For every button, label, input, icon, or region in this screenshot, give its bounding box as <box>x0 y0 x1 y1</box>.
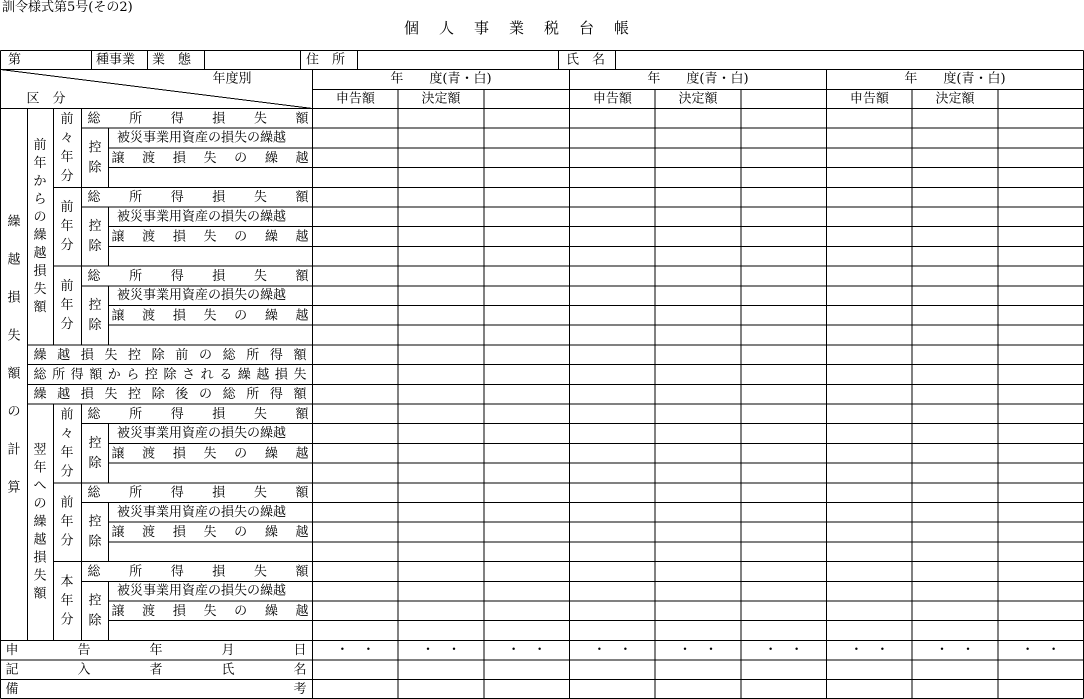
label-sou-shotoku-sonshitsu: 総 所 得 損 失 額 <box>87 189 309 205</box>
label-group: 失 <box>33 568 47 584</box>
label-period: 年 <box>60 514 74 530</box>
label-group: 越 <box>33 246 47 262</box>
label-kurikoshi-outer: 越 <box>7 252 21 268</box>
label-koujo: 控 <box>88 219 102 235</box>
date-placeholder-dots: ・ ・ <box>592 642 632 658</box>
title-char: 帳 <box>614 19 630 37</box>
label-group: 年 <box>33 460 47 476</box>
label-group: 年 <box>33 156 47 172</box>
label-shimei: 氏 名 <box>566 52 606 68</box>
label-shinkoku: 申告額 <box>592 91 632 107</box>
label-kurikoshi-outer: 繰 <box>7 214 21 230</box>
label-shinkoku-date: 申 告 年 月 日 <box>5 642 307 658</box>
label-period: 分 <box>60 238 74 254</box>
label-period: 年 <box>60 298 74 313</box>
label-group: 越 <box>33 532 47 548</box>
label-group: 損 <box>33 550 47 566</box>
label-koujo: 除 <box>88 239 102 255</box>
label-period: 前 <box>60 200 74 216</box>
title-char: 税 <box>544 19 560 37</box>
label-period: 前 <box>60 279 74 294</box>
label-nendo-betsu: 年度別 <box>212 71 252 87</box>
date-placeholder-dots: ・ ・ <box>678 642 718 658</box>
label-koujo: 除 <box>88 160 102 176</box>
label-koujo: 除 <box>88 455 102 471</box>
label-koujo: 控 <box>88 593 102 609</box>
label-period: 前 <box>60 495 74 511</box>
label-joto: 譲 渡 損 失 の 繰 越 <box>111 307 309 323</box>
label-kurikoshi-outer: 失 <box>7 328 21 344</box>
label-shinkoku: 申告額 <box>335 91 375 107</box>
label-year-heading: 年 度(青・白) <box>904 71 1006 87</box>
label-kinyusha: 記 入 者 氏 名 <box>5 662 307 678</box>
label-year-heading: 年 度(青・白) <box>390 71 492 87</box>
date-placeholder-dots: ・ ・ <box>849 642 889 658</box>
label-period: 前 <box>60 407 74 423</box>
label-summary-row: 総 所 得 額 か ら 控 除 さ れ る 繰 越 損 失 <box>33 366 307 382</box>
label-group: 繰 <box>33 228 47 244</box>
label-period: 年 <box>60 593 74 609</box>
label-hisai: 被災事業用資産の損失の繰越 <box>117 426 287 442</box>
label-kurikoshi-outer: 算 <box>7 480 21 496</box>
label-period: 年 <box>60 445 74 461</box>
label-hisai: 被災事業用資産の損失の繰越 <box>117 130 287 146</box>
label-sou-shotoku-sonshitsu: 総 所 得 損 失 額 <box>87 268 309 284</box>
date-placeholder-dots: ・ ・ <box>935 642 975 658</box>
label-joto: 譲 渡 損 失 の 繰 越 <box>111 229 309 245</box>
date-placeholder-dots: ・ ・ <box>764 642 804 658</box>
date-placeholder-dots: ・ ・ <box>421 642 461 658</box>
label-period: 本 <box>60 574 74 590</box>
label-kettei: 決定額 <box>678 91 718 107</box>
date-placeholder-dots: ・ ・ <box>1021 642 1061 658</box>
title-char: 台 <box>579 19 595 37</box>
label-koujo: 控 <box>88 297 102 313</box>
label-koujo: 控 <box>88 514 102 530</box>
label-group: 繰 <box>33 514 47 530</box>
label-biko: 備 考 <box>5 681 307 697</box>
label-period: 分 <box>60 168 74 184</box>
label-kubun: 区 分 <box>26 91 66 107</box>
label-hisai: 被災事業用資産の損失の繰越 <box>117 583 287 599</box>
label-period: 分 <box>60 317 74 332</box>
label-hisai: 被災事業用資産の損失の繰越 <box>117 504 287 520</box>
label-joto: 譲 渡 損 失 の 繰 越 <box>111 445 309 461</box>
label-group: 額 <box>33 586 47 602</box>
form-number: 訓令様式第5号(その2) <box>2 0 133 15</box>
label-period: 々 <box>60 130 74 146</box>
label-group: 失 <box>33 282 47 298</box>
label-hisai: 被災事業用資産の損失の繰越 <box>117 288 287 304</box>
label-group: ら <box>33 192 47 208</box>
label-koujo: 控 <box>88 435 102 451</box>
label-year-heading: 年 度(青・白) <box>647 71 749 87</box>
label-sou-shotoku-sonshitsu: 総 所 得 損 失 額 <box>87 485 309 501</box>
label-kurikoshi-outer: の <box>7 404 21 420</box>
label-period: 前 <box>60 111 74 127</box>
label-period: 々 <box>60 426 74 442</box>
date-placeholder-dots: ・ ・ <box>335 642 375 658</box>
label-joto: 譲 渡 損 失 の 繰 越 <box>111 150 309 166</box>
label-period: 年 <box>60 219 74 235</box>
label-period: 分 <box>60 612 74 628</box>
label-joto: 譲 渡 損 失 の 繰 越 <box>111 524 309 540</box>
label-koujo: 除 <box>88 534 102 550</box>
label-shinkoku: 申告額 <box>849 91 889 107</box>
label-group: の <box>33 496 47 512</box>
label-summary-row: 繰 越 損 失 控 除 後 の 総 所 得 額 <box>33 386 307 402</box>
label-hisai: 被災事業用資産の損失の繰越 <box>117 209 287 225</box>
date-placeholder-dots: ・ ・ <box>507 642 547 658</box>
label-sou-shotoku-sonshitsu: 総 所 得 損 失 額 <box>87 563 309 579</box>
label-group: 額 <box>33 300 47 316</box>
title-char: 事 <box>474 19 490 37</box>
label-group: 前 <box>33 138 47 154</box>
label-gyotai: 業 態 <box>152 52 192 68</box>
label-group: 損 <box>33 264 47 280</box>
label-kettei: 決定額 <box>935 91 975 107</box>
label-summary-row: 繰 越 損 失 控 除 前 の 総 所 得 額 <box>33 347 307 363</box>
title-char: 人 <box>439 19 455 37</box>
label-period: 年 <box>60 149 74 165</box>
label-koujo: 控 <box>88 140 102 156</box>
label-jusho: 住 所 <box>306 52 346 68</box>
title-char: 個 <box>404 19 420 37</box>
label-joto: 譲 渡 損 失 の 繰 越 <box>111 603 309 619</box>
label-period: 分 <box>60 533 74 549</box>
title-char: 業 <box>509 19 525 37</box>
label-kettei: 決定額 <box>421 91 461 107</box>
label-group: へ <box>33 478 47 494</box>
label-kurikoshi-outer: 計 <box>7 442 21 458</box>
label-koujo: 除 <box>88 613 102 629</box>
label-koujo: 除 <box>88 317 102 333</box>
label-dai: 第 <box>8 52 22 68</box>
label-shu-jigyo: 種事業 <box>96 52 136 68</box>
label-sou-shotoku-sonshitsu: 総 所 得 損 失 額 <box>87 110 309 126</box>
label-group: か <box>33 174 47 190</box>
label-group: の <box>33 210 47 226</box>
label-period: 分 <box>60 464 74 480</box>
label-kurikoshi-outer: 損 <box>7 290 21 306</box>
label-kurikoshi-outer: 額 <box>7 366 21 382</box>
label-group: 翌 <box>33 442 47 458</box>
label-sou-shotoku-sonshitsu: 総 所 得 損 失 額 <box>87 406 309 422</box>
